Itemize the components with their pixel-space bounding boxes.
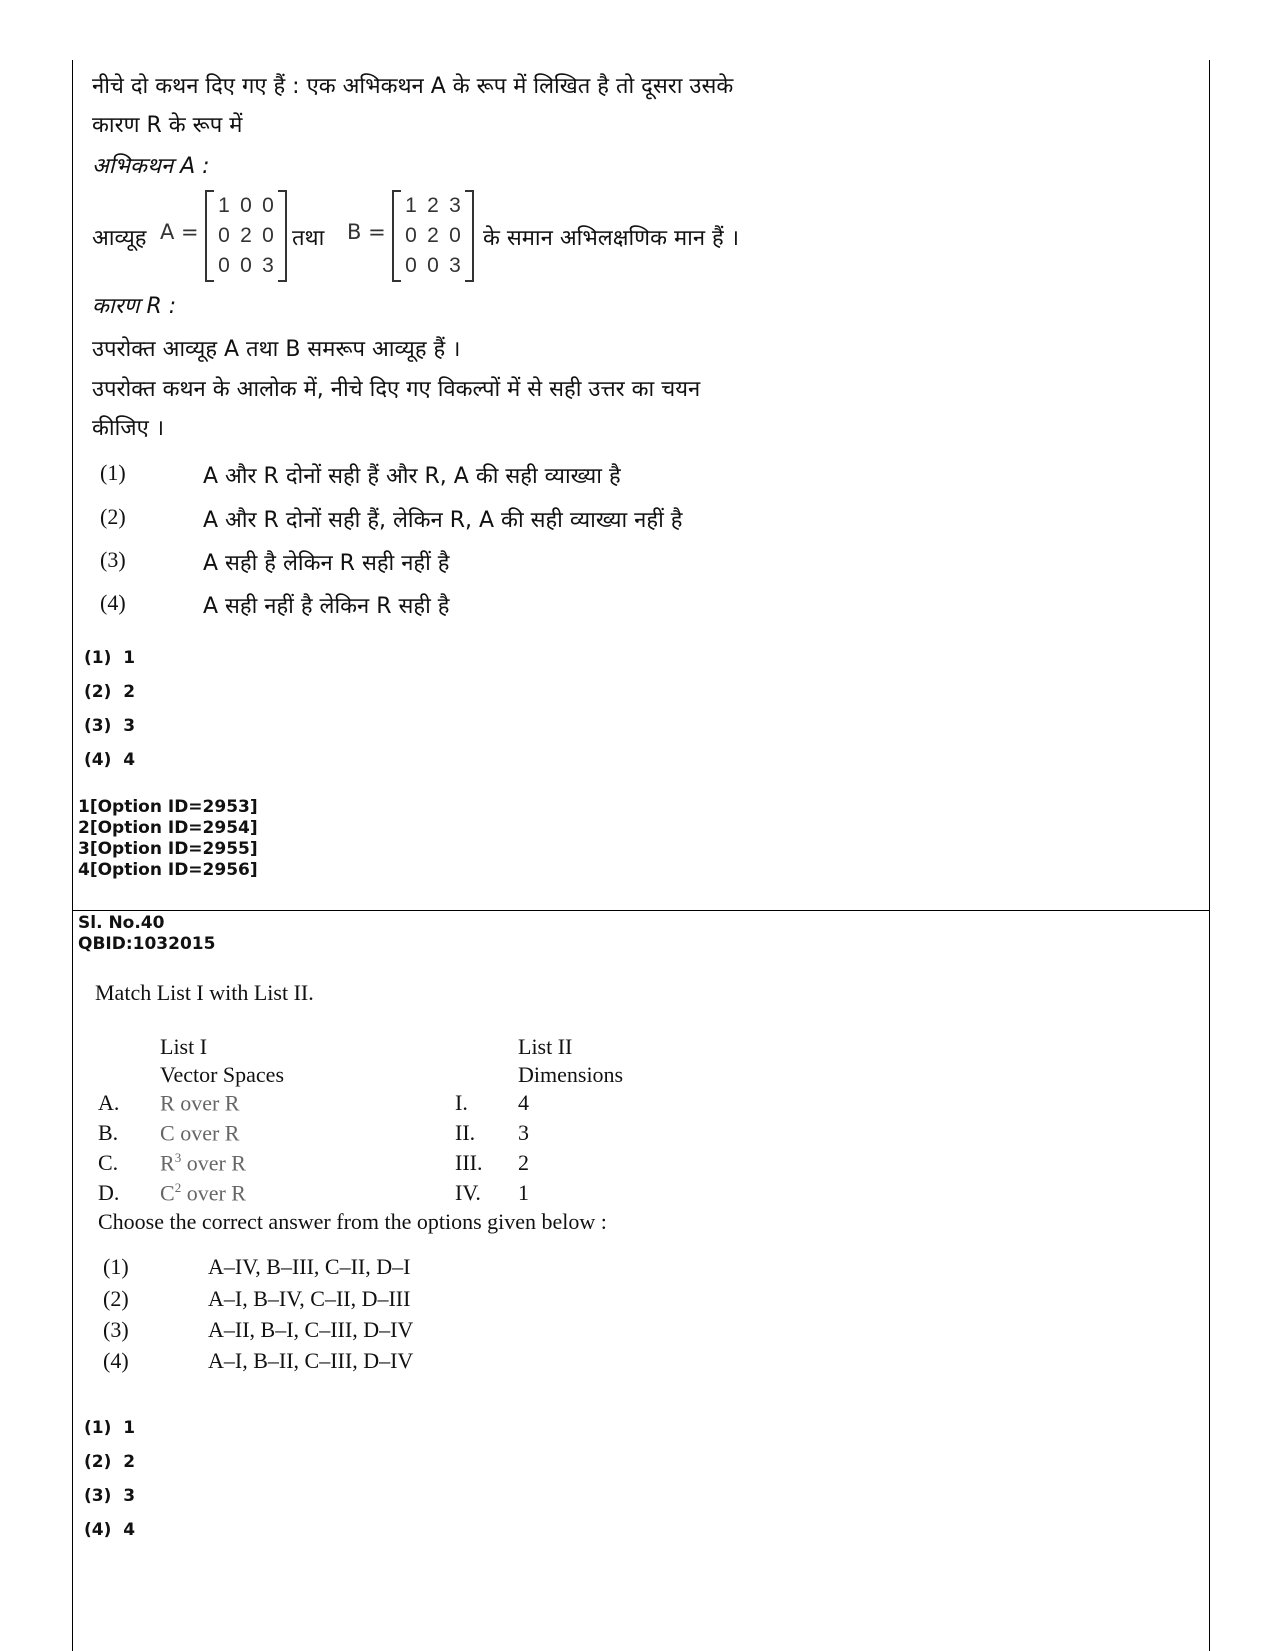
reason-label: कारण R : [92,294,177,319]
reason-text: उपरोक्त आव्यूह A तथा B समरूप आव्यूह हैं । [92,337,461,362]
matrix-cell: 0 [218,254,230,277]
list-2-title: List II [518,1034,573,1059]
list-1-title: List I [160,1034,208,1059]
space-exponent: 2 [174,1180,182,1195]
vector-space [160,1150,246,1176]
matrix-a [205,190,287,282]
answer-option[interactable]: (3) 3 [84,1486,136,1506]
option-id: 3[Option ID=2955] [78,839,258,859]
choose-instruction: Choose the correct answer from the options given below : [98,1209,607,1234]
matrix-b-label: B = [347,220,386,244]
row-letter: C. [98,1150,119,1175]
choice-text: A–I, B–IV, C–II, D–III [208,1286,411,1311]
choice-number: (4) [103,1348,129,1373]
answer-option[interactable]: (4) 4 [84,1520,136,1540]
matrix-cell: 0 [262,194,274,217]
list-1-subtitle: Vector Spaces [160,1062,285,1087]
matrix-cell: 0 [218,224,230,247]
choice-number: (2) [100,504,126,529]
row-letter: A. [98,1090,120,1115]
matrix-cell: 0 [405,224,417,247]
instruction-line-2: कीजिए । [92,416,165,441]
space-rest: over R [181,1150,246,1176]
choice-number: (3) [103,1317,129,1342]
statement-line-2: कारण R के रूप में [92,113,243,138]
matrix-cell: 1 [405,194,417,217]
space-base: R [160,1090,175,1116]
choice-text: A–IV, B–III, C–II, D–I [208,1254,411,1279]
answer-option[interactable]: (2) 2 [84,682,136,702]
matrix-suffix: के समान अभिलक्षणिक मान हैं । [483,226,740,251]
roman-numeral: II. [455,1120,476,1145]
matrix-cell: 3 [449,194,461,217]
dimension: 1 [518,1180,529,1205]
list-2-subtitle: Dimensions [518,1062,624,1087]
matrix-cell: 0 [262,224,274,247]
matrix-cell: 3 [449,254,461,277]
choice-text: A और R दोनों सही हैं और R, A की सही व्याख्या है [203,464,621,489]
question-prompt: Match List I with List II. [95,980,314,1005]
vector-space [160,1180,246,1206]
matrix-cell: 0 [240,194,252,217]
dimension: 3 [518,1120,529,1145]
space-base: C [160,1120,175,1146]
choice-number: (4) [100,590,126,615]
row-letter: D. [98,1180,120,1205]
choice-text: A और R दोनों सही हैं, लेकिन R, A की सही व्याख्या नहीं है [203,508,683,533]
roman-numeral: III. [455,1150,483,1175]
instruction-line-1: उपरोक्त कथन के आलोक में, नीचे दिए गए विकल्पों में से सही उत्तर का चयन [92,377,701,402]
statement-line-1: नीचे दो कथन दिए गए हैं : एक अभिकथन A के रूप में लिखित है तो दूसरा उसके [92,74,734,99]
option-id: 1[Option ID=2953] [78,797,258,817]
answer-option[interactable]: (3) 3 [84,716,136,736]
vector-space [160,1090,239,1116]
matrix-cell: 3 [262,254,274,277]
option-id: 4[Option ID=2956] [78,860,258,880]
choice-number: (1) [103,1254,129,1279]
matrix-cell: 1 [218,194,230,217]
matrix-prefix: आव्यूह [92,226,147,251]
vector-space [160,1120,239,1146]
choice-text: A–I, B–II, C–III, D–IV [208,1348,414,1373]
space-rest: over R [174,1120,240,1146]
space-base: C [160,1180,175,1206]
answer-option[interactable]: (1) 1 [84,648,136,668]
answer-option[interactable]: (1) 1 [84,1418,136,1438]
choice-number: (2) [103,1286,129,1311]
choice-text: A सही नहीं है लेकिन R सही है [203,594,450,619]
choice-number: (3) [100,547,126,572]
dimension: 2 [518,1150,529,1175]
choice-text: A–II, B–I, C–III, D–IV [208,1317,414,1342]
matrix-cell: 0 [405,254,417,277]
space-rest: over R [181,1180,246,1206]
question-divider [72,910,1210,911]
dimension: 4 [518,1090,529,1115]
matrix-cell: 2 [427,194,439,217]
question-bank-id: QBID:1032015 [78,934,216,954]
matrix-a-label: A = [160,220,199,244]
space-rest: over R [174,1090,240,1116]
choice-text: A सही है लेकिन R सही नहीं है [203,551,450,576]
roman-numeral: IV. [455,1180,481,1205]
serial-number: Sl. No.40 [78,913,165,933]
assertion-label: अभिकथन A : [92,154,210,179]
choice-number: (1) [100,460,126,485]
matrix-cell: 0 [449,224,461,247]
matrix-cell: 0 [427,254,439,277]
between-word: तथा [292,226,325,251]
answer-option[interactable]: (4) 4 [84,750,136,770]
space-exponent: 3 [174,1150,182,1165]
matrix-cell: 2 [427,224,439,247]
space-base: R [160,1150,175,1176]
option-id: 2[Option ID=2954] [78,818,258,838]
matrix-cell: 2 [240,224,252,247]
answer-option[interactable]: (2) 2 [84,1452,136,1472]
matrix-b [392,190,474,282]
roman-numeral: I. [455,1090,468,1115]
matrix-cell: 0 [240,254,252,277]
row-letter: B. [98,1120,119,1145]
